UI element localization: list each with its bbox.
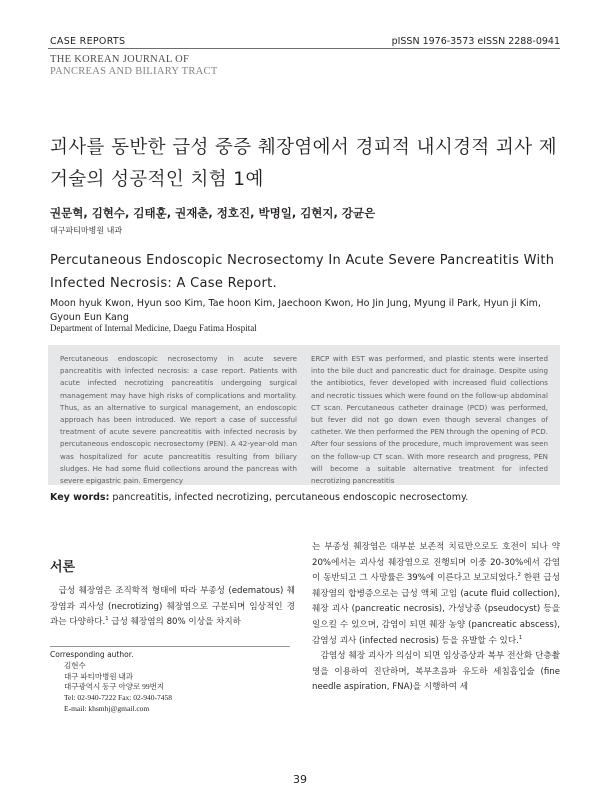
intro-right-text-b: 한편 급성 췌장염의 합병증으로는 급성 액체 고임 (acute fluid collection), 췌장 괴사 (pancreatic necrosis), 가성낭종 (pseudocyst) 등을 일으킬 수 있으며, 감염이 되면 췌장 농양 (pancreatic abscess), 감염성 괴사 (infected necrosis) 등을 유발할 수 있다.	[312, 573, 560, 646]
page-number: 39	[293, 773, 307, 786]
abstract-right-column: ERCP with EST was performed, and plastic stents were inserted into the bile duct and pancreatic duct for drainage. Despite using the antibiotics, fever developed with increased fluid collections and necrotic tissues which were found on the follow-up abdominal CT scan. Percutaneous catheter drainage (PCD) was performed, but fever did not go down even though several changes of catheter. We then performed the PEN through the opening of PCD. After four sessions of the procedure, much improvement was seen on the follow-up CT scan. With more research and progress, PEN will become a suitable alternative treatment for infected necrotizing pancreatitis	[311, 354, 548, 486]
journal-name-line1: THE KOREAN JOURNAL OF	[50, 54, 190, 65]
english-affiliation: Department of Internal Medicine, Daegu Fatima Hospital	[50, 323, 257, 333]
intro-right-paragraph-2: 감염성 췌장 괴사가 의심이 되면 임상증상과 복부 전산화 단층촬영을 이용하여 진단하며, 복부초음파 유도하 세침흡입술 (fine needle aspiration, FNA)을 시행하여 세	[312, 651, 560, 693]
korean-title: 괴사를 동반한 급성 중증 췌장염에서 경피적 내시경적 괴사 제거술의 성공적인 치험 1예	[50, 137, 558, 190]
correspondence-email[interactable]: E-mail: khsmhj@gmail.com	[64, 703, 150, 713]
intro-right-paragraph-1	[312, 540, 560, 649]
abstract-left-column: Percutaneous endoscopic necrosectomy in acute severe pancreatitis with infected necrosis: a case report. Patients with acute infected necrotizing pancreatitis undergoing surgical management may have high risks of complications and mortality. Thus, as an alternative to surgical management, an endoscopic approach has been introduced. We report a case of successful treatment of acute severe pancreatitis with infected necrosis by percutaneous endoscopic necrosectomy (PEN). A 42-year-old man was hospitalized for acute pancreatitis resulting from biliary sludges. He had some fluid collections around the pancreas with severe epigastric pain. Emergency	[60, 354, 297, 486]
korean-authors: 권문혁, 김현수, 김태훈, 권재춘, 정호진, 박명일, 김현지, 강균은	[50, 206, 376, 220]
intro-right-text-a: 는 부종성 췌장염은 대부분 보존적 치료만으로도 호전이 되나 약 20%에서는 괴사성 췌장염으로 진행되며 이중 20-30%에서 감염이 동반되고 그 사망률은 39%에 이른다고 보고되었다.	[312, 542, 560, 584]
citation-ref: 1	[518, 634, 523, 641]
keywords	[50, 492, 468, 503]
issn-text: pISSN 1976-3573 eISSN 2288-0941	[391, 36, 560, 47]
intro-left-paragraph	[50, 584, 295, 631]
intro-heading: 서론	[50, 560, 76, 575]
correspondence-label: Corresponding author.	[50, 650, 134, 659]
journal-name	[50, 54, 218, 78]
english-title: Percutaneous Endoscopic Necrosectomy In Acute Severe Pancreatitis With Infected Necrosis: A Case Report.	[50, 253, 555, 291]
english-authors: Moon hyuk Kwon, Hyun soo Kim, Tae hoon Kim, Jaechoon Kwon, Ho Jin Jung, Myung il Park, Hyun ji Kim, Gyoun Eun Kang	[50, 298, 541, 323]
correspondence-block	[50, 650, 172, 715]
header-divider	[48, 48, 560, 49]
journal-name-line2: PANCREAS AND BILIARY TRACT	[50, 66, 218, 77]
abstract-box	[48, 345, 560, 485]
correspondence-address: 대구광역시 동구 아양로 99번지	[64, 682, 165, 692]
section-label: CASE REPORTS	[50, 36, 126, 47]
intro-left-text-b: 급성 췌장염의 80% 이상을 차지하	[108, 617, 241, 627]
correspondence-dept: 대구 파티마병원 내과	[64, 671, 133, 681]
keywords-label: Key words:	[50, 492, 110, 503]
citation-ref: 1	[105, 616, 109, 623]
intro-left-text-a: 급성 췌장염은 조직학적 형태에 따라 부종성 (edematous) 췌장염과 괴사성 (necrotizing) 췌장염으로 구분되며 임상적인 경과는 다양하다.	[50, 586, 295, 627]
intro-right-column	[312, 540, 560, 696]
correspondence-phone: Tel: 02-940-7222 Fax: 02-940-7458	[64, 693, 173, 703]
keywords-text: pancreatitis, infected necrotizing, percutaneous endoscopic necrosectomy.	[109, 492, 469, 503]
korean-affiliation: 대구파티마병원 내과	[50, 226, 123, 235]
citation-ref: 2	[517, 572, 521, 579]
footnote-divider	[50, 646, 290, 647]
correspondence-name: 김현수	[64, 660, 86, 670]
